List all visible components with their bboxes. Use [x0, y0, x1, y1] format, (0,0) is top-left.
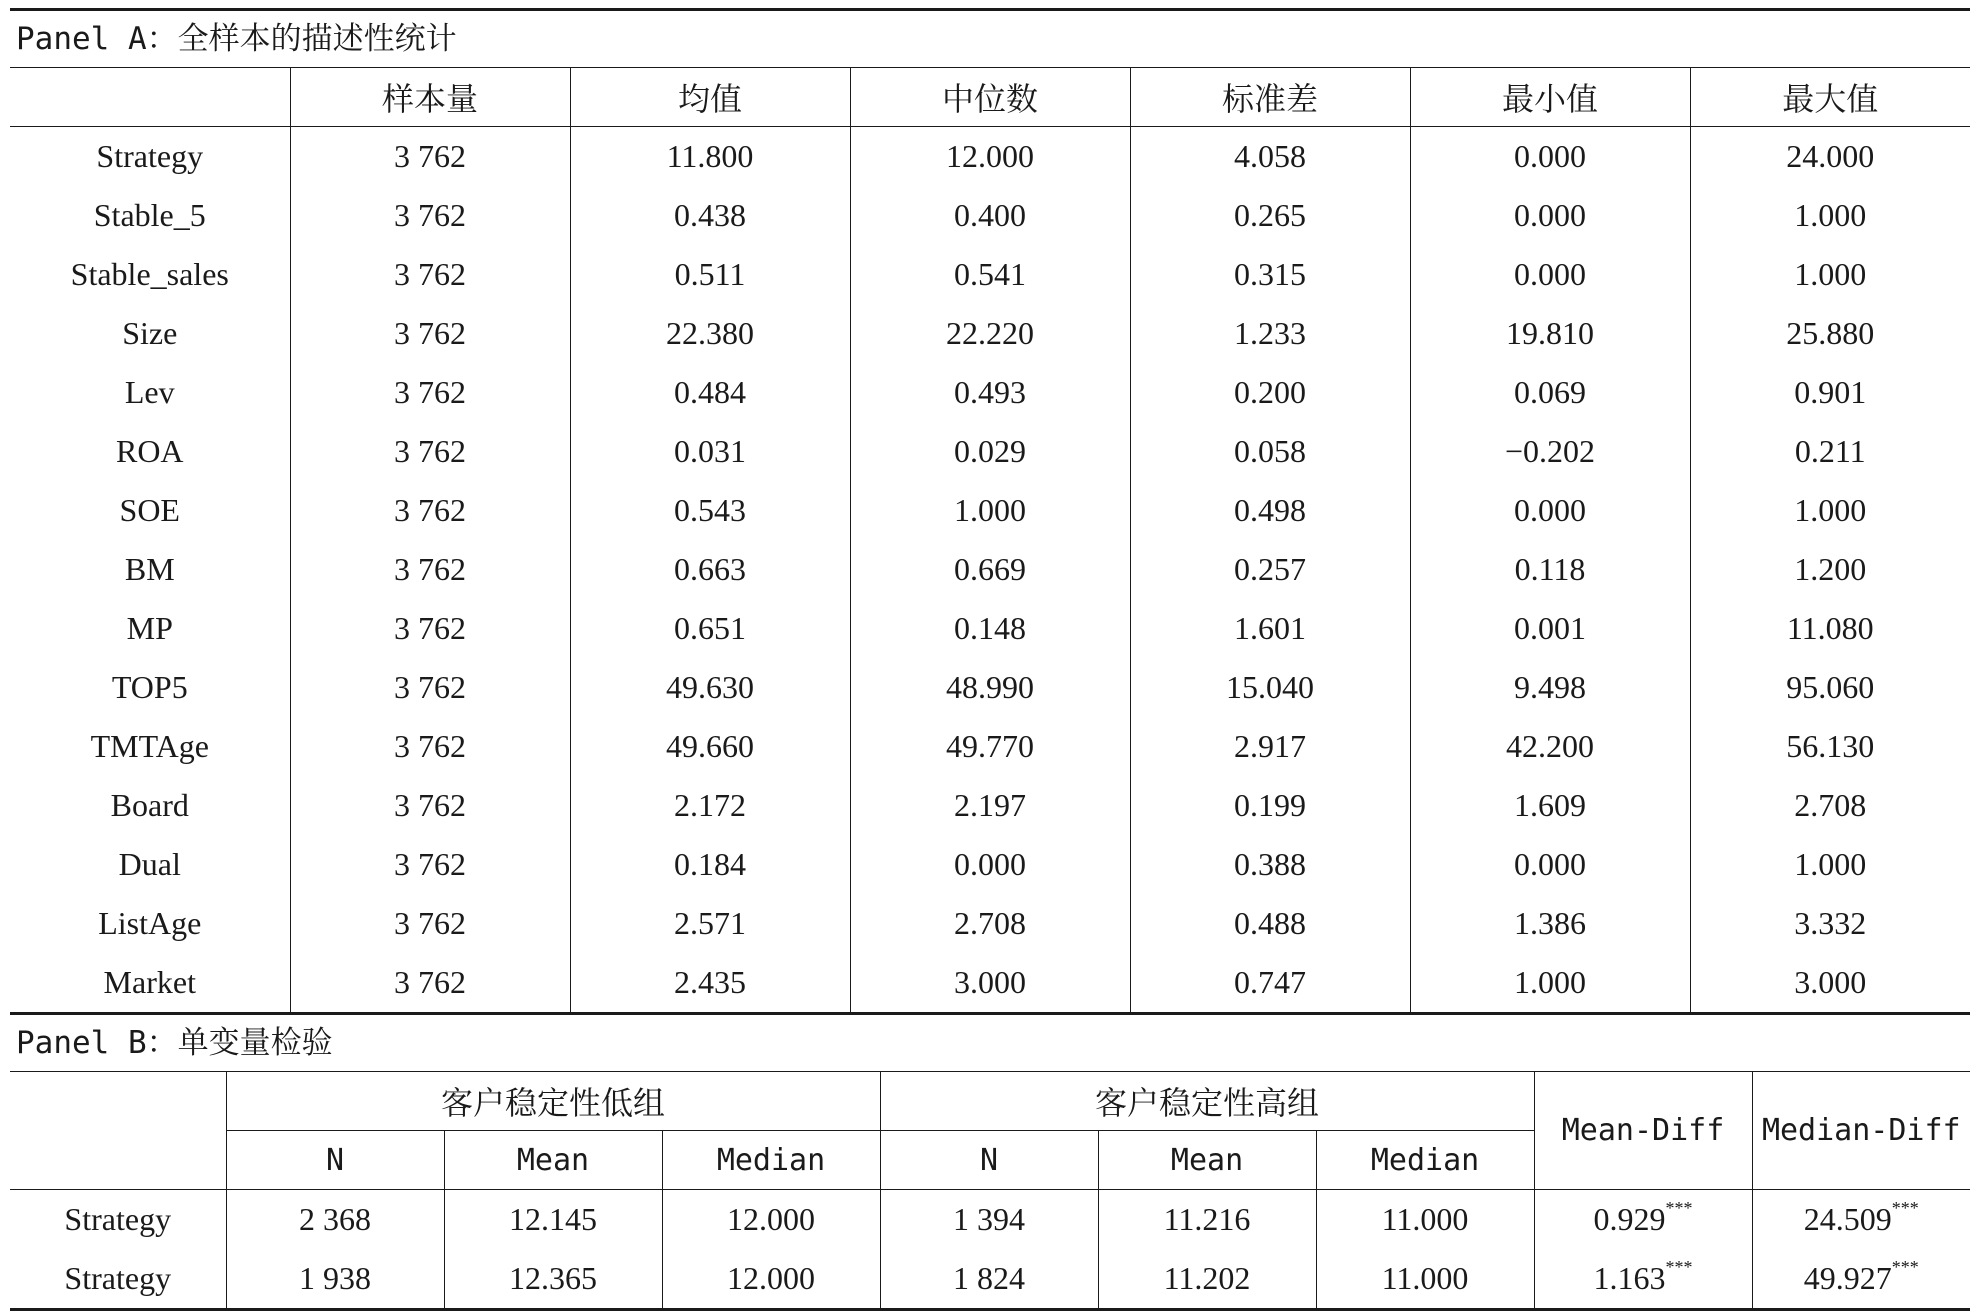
cell-min: 1.386: [1410, 894, 1690, 953]
table-row: [10, 658, 1970, 717]
cell-mean: 49.630: [570, 658, 850, 717]
cell-variable: Size: [122, 315, 178, 351]
header-min: 最小值: [1410, 68, 1690, 127]
cell-mean: 0.438: [570, 186, 850, 245]
table-row: [10, 1249, 1970, 1310]
cell-variable: Stable_5: [93, 197, 206, 233]
cell-sample-size: 3 762: [290, 481, 570, 540]
cell-variable: Strategy: [96, 138, 204, 174]
cell-variable: BM: [124, 551, 175, 587]
header-low-median: Median: [662, 1131, 880, 1190]
cell-high-n: 1 824: [880, 1249, 1098, 1310]
panel-a-title: Panel A：全样本的描述性统计: [16, 21, 457, 57]
cell-mean: 0.031: [570, 422, 850, 481]
cell-median: 0.148: [850, 599, 1130, 658]
cell-sample-size: 3 762: [290, 599, 570, 658]
diff-value: 0.929: [1593, 1201, 1666, 1237]
cell-variable: Stable_sales: [70, 256, 229, 292]
cell-std: 0.200: [1130, 363, 1410, 422]
cell-median: 1.000: [850, 481, 1130, 540]
cell-min: 0.000: [1410, 481, 1690, 540]
cell-mean: 11.800: [570, 127, 850, 187]
header-blank: [10, 1072, 226, 1190]
cell-high-n: 1 394: [880, 1190, 1098, 1250]
cell-std: 0.315: [1130, 245, 1410, 304]
cell-mean: 2.571: [570, 894, 850, 953]
cell-variable: ROA: [115, 433, 184, 469]
cell-max: 3.000: [1690, 953, 1970, 1014]
table-row: [10, 304, 1970, 363]
cell-label: Strategy: [64, 1201, 172, 1237]
cell-min: 19.810: [1410, 304, 1690, 363]
header-median: 中位数: [850, 68, 1130, 127]
cell-std: 15.040: [1130, 658, 1410, 717]
cell-std: 0.498: [1130, 481, 1410, 540]
cell-variable: Market: [10, 953, 290, 1014]
panel-b-table: [10, 1071, 1970, 1311]
cell-min: 0.000: [1410, 245, 1690, 304]
cell-max: 0.211: [1690, 422, 1970, 481]
cell-variable: Board: [110, 787, 189, 823]
cell-sample-size: 3 762: [290, 894, 570, 953]
cell-median: 0.669: [850, 540, 1130, 599]
significance-marker: ***: [1891, 1257, 1919, 1277]
cell-low-median: 12.000: [662, 1190, 880, 1250]
cell-label: Strategy: [10, 1249, 226, 1310]
header-high-median: Median: [1316, 1131, 1534, 1190]
header-median-diff: Median-Diff: [1752, 1072, 1970, 1190]
table-row: [10, 363, 1970, 422]
cell-min: 0.000: [1410, 127, 1690, 187]
table-row: [10, 481, 1970, 540]
diff-value: 49.927: [1803, 1260, 1892, 1296]
cell-sample-size: 3 762: [290, 186, 570, 245]
cell-median: 2.708: [850, 894, 1130, 953]
cell-median: 0.493: [850, 363, 1130, 422]
table-row: [10, 894, 1970, 953]
cell-high-mean: 11.202: [1098, 1249, 1316, 1310]
cell-max: 56.130: [1690, 717, 1970, 776]
header-high-group: 客户稳定性高组: [880, 1072, 1534, 1131]
cell-median: 22.220: [850, 304, 1130, 363]
table-row: [10, 127, 1970, 187]
cell-min: 0.000: [1410, 835, 1690, 894]
cell-variable: TOP5: [111, 669, 188, 705]
cell-min: 42.200: [1410, 717, 1690, 776]
panel-a-table: [10, 67, 1970, 1015]
header-mean: 均值: [570, 68, 850, 127]
cell-min: 0.001: [1410, 599, 1690, 658]
cell-sample-size: 3 762: [290, 835, 570, 894]
table-row: [10, 953, 1970, 1014]
table-row: [10, 422, 1970, 481]
cell-sample-size: 3 762: [290, 953, 570, 1014]
cell-mean: 0.184: [570, 835, 850, 894]
cell-max: 0.901: [1690, 363, 1970, 422]
cell-high-mean: 11.216: [1098, 1190, 1316, 1250]
cell-std: 0.058: [1130, 422, 1410, 481]
header-low-n: N: [226, 1131, 444, 1190]
cell-variable: TMTAge: [90, 728, 209, 764]
cell-min: 0.000: [1410, 186, 1690, 245]
cell-min: 0.118: [1410, 540, 1690, 599]
table-row: [10, 835, 1970, 894]
cell-median: 0.029: [850, 422, 1130, 481]
cell-max: 25.880: [1690, 304, 1970, 363]
cell-median: 2.197: [850, 776, 1130, 835]
cell-high-median: 11.000: [1316, 1249, 1534, 1310]
cell-low-mean: 12.365: [444, 1249, 662, 1310]
header-std: 标准差: [1130, 68, 1410, 127]
cell-variable: ListAge: [98, 905, 202, 941]
cell-max: 2.708: [1690, 776, 1970, 835]
significance-marker: ***: [1891, 1198, 1919, 1218]
header-low-mean: Mean: [444, 1131, 662, 1190]
cell-sample-size: 3 762: [290, 540, 570, 599]
diff-value: 1.163: [1593, 1260, 1666, 1296]
cell-median: 12.000: [850, 127, 1130, 187]
cell-std: 0.747: [1130, 953, 1410, 1014]
cell-variable: Lev: [124, 374, 175, 410]
cell-std: 0.257: [1130, 540, 1410, 599]
cell-low-n: 2 368: [226, 1190, 444, 1250]
panel-b-group-header-row: [10, 1072, 1970, 1131]
table-row: [10, 776, 1970, 835]
diff-value: 24.509: [1803, 1201, 1892, 1237]
cell-min: 9.498: [1410, 658, 1690, 717]
cell-std: 0.265: [1130, 186, 1410, 245]
cell-mean: 0.651: [570, 599, 850, 658]
cell-mean: 49.660: [570, 717, 850, 776]
cell-std: 0.388: [1130, 835, 1410, 894]
cell-sample-size: 3 762: [290, 776, 570, 835]
cell-mean-diff: [1534, 1190, 1752, 1250]
cell-median: 0.541: [850, 245, 1130, 304]
cell-mean: 2.435: [570, 953, 850, 1014]
cell-mean-diff: [1534, 1249, 1752, 1310]
header-low-group: 客户稳定性低组: [226, 1072, 880, 1131]
cell-max: 1.000: [1690, 186, 1970, 245]
panel-a-body: [10, 127, 1970, 1014]
cell-sample-size: 3 762: [290, 304, 570, 363]
cell-max: 24.000: [1690, 127, 1970, 187]
header-high-mean: Mean: [1098, 1131, 1316, 1190]
cell-std: 2.917: [1130, 717, 1410, 776]
cell-variable: Dual: [118, 846, 181, 882]
cell-mean: 22.380: [570, 304, 850, 363]
statistics-document: [10, 8, 1970, 1311]
cell-sample-size: 3 762: [290, 245, 570, 304]
cell-variable: SOE: [119, 492, 180, 528]
cell-max: 1.000: [1690, 835, 1970, 894]
cell-min: 1.609: [1410, 776, 1690, 835]
panel-b-title: Panel B：单变量检验: [16, 1025, 333, 1061]
cell-max: 1.000: [1690, 245, 1970, 304]
cell-variable: MP: [126, 610, 173, 646]
cell-low-n: 1 938: [226, 1249, 444, 1310]
cell-sample-size: 3 762: [290, 127, 570, 187]
cell-min: 0.069: [1410, 363, 1690, 422]
cell-median-diff: [1752, 1190, 1970, 1250]
cell-min: 1.000: [1410, 953, 1690, 1014]
cell-min: −0.202: [1410, 422, 1690, 481]
cell-max: 95.060: [1690, 658, 1970, 717]
header-high-n: N: [880, 1131, 1098, 1190]
cell-std: 4.058: [1130, 127, 1410, 187]
cell-sample-size: 3 762: [290, 717, 570, 776]
header-variable: [10, 68, 290, 127]
table-row: [10, 540, 1970, 599]
cell-median: 3.000: [850, 953, 1130, 1014]
cell-max: 3.332: [1690, 894, 1970, 953]
cell-max: 11.080: [1690, 599, 1970, 658]
header-mean-diff: Mean-Diff: [1534, 1072, 1752, 1190]
cell-low-mean: 12.145: [444, 1190, 662, 1250]
cell-mean: 0.511: [570, 245, 850, 304]
cell-sample-size: 3 762: [290, 422, 570, 481]
table-row: [10, 245, 1970, 304]
cell-std: 1.233: [1130, 304, 1410, 363]
panel-b-body: [10, 1190, 1970, 1310]
cell-mean: 0.663: [570, 540, 850, 599]
cell-mean: 0.484: [570, 363, 850, 422]
cell-low-median: 12.000: [662, 1249, 880, 1310]
cell-median: 0.400: [850, 186, 1130, 245]
cell-high-median: 11.000: [1316, 1190, 1534, 1250]
cell-mean: 2.172: [570, 776, 850, 835]
header-sample-size: 样本量: [290, 68, 570, 127]
significance-marker: ***: [1665, 1198, 1693, 1218]
cell-median: 49.770: [850, 717, 1130, 776]
cell-median: 48.990: [850, 658, 1130, 717]
significance-marker: ***: [1665, 1257, 1693, 1277]
cell-max: 1.200: [1690, 540, 1970, 599]
cell-std: 0.199: [1130, 776, 1410, 835]
table-row: [10, 717, 1970, 776]
table-row: [10, 1190, 1970, 1250]
cell-std: 1.601: [1130, 599, 1410, 658]
cell-sample-size: 3 762: [290, 363, 570, 422]
cell-max: 1.000: [1690, 481, 1970, 540]
cell-mean: 0.543: [570, 481, 850, 540]
cell-median: 0.000: [850, 835, 1130, 894]
cell-sample-size: 3 762: [290, 658, 570, 717]
cell-median-diff: [1752, 1249, 1970, 1310]
cell-std: 0.488: [1130, 894, 1410, 953]
table-row: [10, 599, 1970, 658]
panel-a-header-row: [10, 68, 1970, 127]
header-max: 最大值: [1690, 68, 1970, 127]
table-row: [10, 186, 1970, 245]
